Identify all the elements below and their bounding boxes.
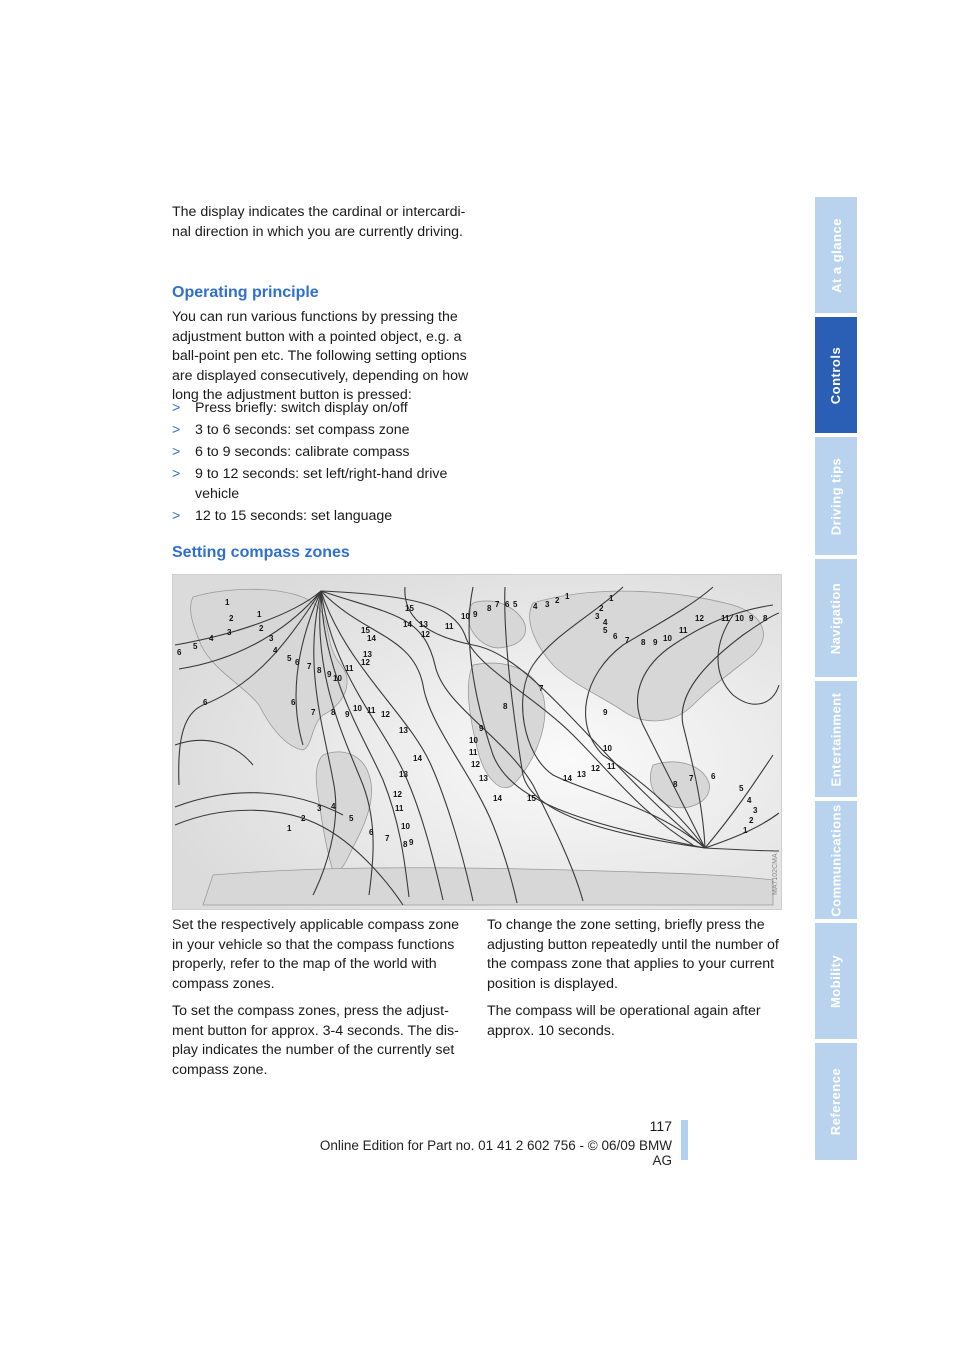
svg-text:12: 12	[393, 790, 402, 799]
svg-text:7: 7	[311, 708, 316, 717]
svg-text:11: 11	[345, 664, 354, 673]
svg-text:8: 8	[403, 840, 408, 849]
svg-text:2: 2	[749, 816, 754, 825]
svg-text:9: 9	[409, 838, 414, 847]
svg-text:4: 4	[273, 646, 278, 655]
svg-text:7: 7	[385, 834, 390, 843]
bullet-text: 3 to 6 seconds: set compass zone	[195, 422, 410, 438]
svg-text:8: 8	[641, 638, 646, 647]
list-item	[172, 507, 472, 527]
svg-text:10: 10	[461, 612, 470, 621]
svg-text:9: 9	[653, 638, 658, 647]
svg-text:15: 15	[405, 604, 414, 613]
tab-label: Reference	[828, 1067, 844, 1136]
svg-text:7: 7	[689, 774, 694, 783]
world-map-illustration	[173, 575, 781, 909]
svg-text:5: 5	[193, 642, 198, 651]
svg-text:11: 11	[395, 804, 404, 813]
bullet-marker: >	[172, 466, 181, 482]
svg-text:2: 2	[599, 604, 604, 613]
svg-text:13: 13	[419, 620, 428, 629]
svg-text:3: 3	[753, 806, 758, 815]
svg-text:9: 9	[603, 708, 608, 717]
svg-text:9: 9	[327, 670, 332, 679]
svg-text:12: 12	[695, 614, 704, 623]
bullet-text: 6 to 9 seconds: calibrate compass	[195, 444, 410, 460]
svg-text:13: 13	[399, 770, 408, 779]
tab-label: Mobility	[828, 954, 844, 1008]
bullet-text: 9 to 12 seconds: set left/right-hand drive vehicle	[195, 466, 448, 502]
svg-text:15: 15	[527, 794, 536, 803]
svg-text:14: 14	[563, 774, 572, 783]
svg-text:15: 15	[361, 626, 370, 635]
svg-text:8: 8	[487, 604, 492, 613]
svg-text:6: 6	[295, 658, 300, 667]
list-item	[172, 465, 472, 504]
svg-text:11: 11	[469, 748, 478, 757]
tab-entertainment[interactable]	[815, 681, 857, 797]
tab-label: Navigation	[828, 582, 844, 654]
tab-label: Controls	[828, 346, 844, 404]
svg-text:10: 10	[401, 822, 410, 831]
tab-communications[interactable]	[815, 801, 857, 919]
operating-text: You can run various functions by pressing the adjustment button with a pointed object, e.g. a ball-point pen etc. The following setting options are displayed consecutively, depending on how long the adjustment button is pressed:	[172, 309, 469, 403]
svg-text:11: 11	[679, 626, 688, 635]
tab-label: At a glance	[828, 217, 844, 293]
footer-text: Online Edition for Part no. 01 41 2 602 756 - © 06/09 BMW AG	[319, 1138, 672, 1168]
svg-text:10: 10	[353, 704, 362, 713]
svg-text:8: 8	[503, 702, 508, 711]
svg-text:8: 8	[673, 780, 678, 789]
svg-text:6: 6	[505, 600, 510, 609]
svg-text:5: 5	[513, 600, 518, 609]
svg-text:13: 13	[479, 774, 488, 783]
list-item	[172, 443, 472, 463]
svg-text:11: 11	[721, 614, 730, 623]
svg-text:12: 12	[471, 760, 480, 769]
svg-text:12: 12	[591, 764, 600, 773]
svg-text:12: 12	[361, 658, 370, 667]
image-code: MA7102CMA	[772, 853, 779, 895]
svg-text:6: 6	[613, 632, 618, 641]
svg-text:11: 11	[445, 622, 454, 631]
svg-text:12: 12	[421, 630, 430, 639]
svg-text:2: 2	[301, 814, 306, 823]
svg-text:3: 3	[269, 634, 274, 643]
right-paragraph-1: To change the zone setting, briefly press the adjusting button repeatedly until the number of the compass zone that applies to your current position is displayed.	[487, 917, 779, 992]
compass-zone-map	[172, 574, 782, 910]
svg-text:2: 2	[259, 624, 264, 633]
svg-text:1: 1	[225, 598, 230, 607]
svg-text:9: 9	[473, 610, 478, 619]
svg-text:5: 5	[603, 626, 608, 635]
chapter-tabs	[815, 197, 857, 1160]
tab-at-a-glance[interactable]	[815, 197, 857, 313]
svg-text:3: 3	[227, 628, 232, 637]
svg-text:3: 3	[317, 804, 322, 813]
svg-text:10: 10	[603, 744, 612, 753]
tab-reference[interactable]	[815, 1043, 857, 1160]
svg-text:2: 2	[229, 614, 234, 623]
svg-text:5: 5	[287, 654, 292, 663]
heading-operating-principle: Operating principle	[172, 284, 319, 301]
right-paragraph-2: The compass will be operational again after approx. 10 seconds.	[487, 1003, 761, 1039]
svg-text:7: 7	[495, 600, 500, 609]
bullet-marker: >	[172, 422, 181, 438]
svg-text:1: 1	[565, 592, 570, 601]
svg-text:10: 10	[663, 634, 672, 643]
left-paragraph-2: To set the compass zones, press the adjust-ment button for approx. 3-4 seconds. The dis-play indicates the number of the currently set compass zone.	[172, 1003, 459, 1078]
svg-text:5: 5	[739, 784, 744, 793]
svg-text:1: 1	[609, 594, 614, 603]
svg-text:12: 12	[381, 710, 390, 719]
svg-text:1: 1	[743, 826, 748, 835]
tab-controls[interactable]	[815, 317, 857, 433]
svg-text:5: 5	[349, 814, 354, 823]
tab-label: Entertainment	[828, 692, 844, 786]
svg-text:9: 9	[749, 614, 754, 623]
svg-text:6: 6	[291, 698, 296, 707]
svg-text:14: 14	[493, 794, 502, 803]
intro-text: The display indicates the cardinal or intercardi-nal direction in which you are currently driving.	[172, 204, 466, 240]
tab-label: Communications	[828, 803, 844, 917]
svg-text:14: 14	[403, 620, 412, 629]
bullet-list	[172, 399, 472, 529]
tab-mobility[interactable]	[815, 923, 857, 1039]
tab-driving-tips[interactable]	[815, 437, 857, 555]
svg-text:7: 7	[539, 684, 544, 693]
tab-label: Driving tips	[828, 457, 844, 535]
svg-text:11: 11	[607, 762, 616, 771]
svg-text:6: 6	[369, 828, 374, 837]
svg-text:3: 3	[545, 600, 550, 609]
footer-accent-bar	[681, 1120, 688, 1160]
svg-text:8: 8	[331, 708, 336, 717]
list-item	[172, 421, 472, 441]
svg-text:7: 7	[307, 662, 312, 671]
bullet-marker: >	[172, 507, 181, 524]
svg-text:4: 4	[603, 618, 608, 627]
svg-text:8: 8	[763, 614, 768, 623]
bullet-text: Press briefly: switch display on/off	[195, 400, 408, 416]
svg-text:14: 14	[367, 634, 376, 643]
svg-text:4: 4	[331, 802, 336, 811]
svg-text:11: 11	[367, 706, 376, 715]
svg-text:3: 3	[595, 612, 600, 621]
svg-text:10: 10	[735, 614, 744, 623]
page-number: 117	[649, 1118, 672, 1134]
svg-text:9: 9	[345, 710, 350, 719]
svg-text:1: 1	[257, 610, 262, 619]
svg-text:7: 7	[625, 636, 630, 645]
heading-compass-zones: Setting compass zones	[172, 544, 350, 561]
svg-text:13: 13	[399, 726, 408, 735]
left-column	[172, 916, 472, 1088]
svg-text:13: 13	[577, 770, 586, 779]
right-column	[487, 916, 787, 1049]
svg-text:6: 6	[177, 648, 182, 657]
svg-text:10: 10	[469, 736, 478, 745]
svg-text:6: 6	[203, 698, 208, 707]
svg-text:9: 9	[479, 724, 484, 733]
tab-navigation[interactable]	[815, 559, 857, 677]
list-item	[172, 399, 472, 419]
left-paragraph-1: Set the respectively applicable compass zone in your vehicle so that the compass functions properly, refer to the map of the world with compass zones.	[172, 917, 460, 992]
svg-text:4: 4	[209, 634, 214, 643]
svg-text:14: 14	[413, 754, 422, 763]
svg-text:6: 6	[711, 772, 716, 781]
svg-text:8: 8	[317, 666, 322, 675]
svg-text:4: 4	[747, 796, 752, 805]
svg-text:2: 2	[555, 596, 560, 605]
svg-text:4: 4	[533, 602, 538, 611]
svg-text:1: 1	[287, 824, 292, 833]
bullet-text: 12 to 15 seconds: set language	[195, 507, 393, 524]
svg-text:13: 13	[363, 650, 372, 659]
bullet-marker: >	[172, 444, 181, 460]
svg-text:10: 10	[333, 674, 342, 683]
bullet-marker: >	[172, 400, 181, 416]
